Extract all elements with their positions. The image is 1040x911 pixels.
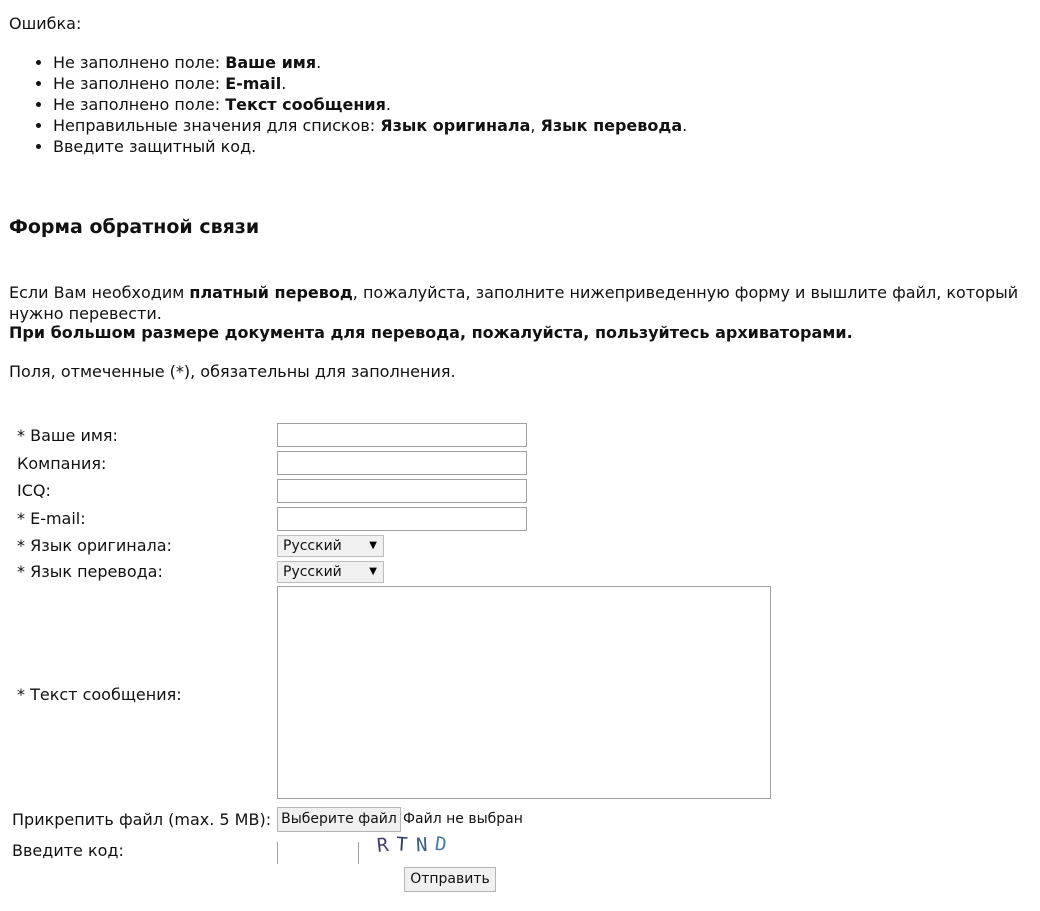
error-title: Ошибка:: [9, 14, 82, 33]
intro-bold-paid: платный перевод: [189, 283, 353, 302]
intro-text-before: Если Вам необходим: [9, 283, 190, 302]
error-item-field: Язык оригинала: [380, 116, 531, 135]
source-lang-label: * Язык оригинала:: [17, 536, 172, 555]
captcha-label: Введите код:: [12, 841, 124, 860]
submit-button[interactable]: Отправить: [404, 867, 496, 892]
attach-label: Прикрепить файл (max. 5 MB):: [12, 810, 272, 829]
form-title: Форма обратной связи: [9, 216, 260, 238]
captcha-input[interactable]: [277, 842, 359, 864]
target-lang-select[interactable]: [277, 561, 384, 583]
required-note: Поля, отмеченные (*), обязательны для заполнения.: [9, 362, 456, 381]
error-item-field: Язык перевода: [540, 116, 683, 135]
error-item-separator: ,: [530, 116, 541, 135]
error-item-field: Текст сообщения: [225, 95, 386, 114]
error-item-suffix: .: [385, 95, 391, 114]
intro-text: [9, 282, 1037, 324]
chevron-down-icon: ▼: [369, 566, 377, 577]
target-lang-value: Русский: [283, 564, 342, 580]
source-lang-value: Русский: [283, 538, 342, 554]
source-lang-select[interactable]: [277, 535, 384, 557]
message-textarea[interactable]: [277, 586, 771, 799]
message-label: * Текст сообщения:: [17, 685, 182, 704]
name-input[interactable]: [277, 423, 527, 447]
captcha-char: N: [415, 833, 436, 857]
error-item-text: Не заполнено поле:: [53, 95, 226, 114]
error-item-suffix: .: [682, 116, 688, 135]
archive-note: При большом размере документа для перевода, пожалуйста, пользуйтесь архиваторами.: [9, 323, 853, 342]
name-label: * Ваше имя:: [17, 426, 118, 445]
error-item-suffix: .: [281, 74, 287, 93]
error-item: [53, 73, 687, 94]
error-item-text: Неправильные значения для списков:: [53, 116, 381, 135]
captcha-char: R: [375, 833, 398, 857]
chevron-down-icon: ▼: [369, 540, 377, 551]
error-item: [53, 136, 687, 157]
error-item-suffix: .: [316, 53, 322, 72]
intro-text-after: , пожалуйста, заполните нижеприведенную форму и вышлите файл, который нужно перевести.: [9, 283, 1019, 323]
error-item-field: Ваше имя: [225, 53, 317, 72]
icq-label: ICQ:: [17, 481, 51, 500]
error-item-text: Введите защитный код.: [53, 137, 257, 156]
error-item-field: E-mail: [225, 74, 282, 93]
choose-file-button[interactable]: Выберите файл: [277, 807, 401, 832]
icq-input[interactable]: [277, 479, 527, 503]
target-lang-label: * Язык перевода:: [17, 562, 163, 581]
error-item: [53, 94, 687, 115]
captcha-image: [377, 834, 455, 856]
captcha-char: T: [395, 833, 417, 857]
email-label: * E-mail:: [17, 509, 86, 528]
error-item: [53, 115, 687, 136]
company-label: Компания:: [17, 454, 107, 473]
error-item: [53, 52, 687, 73]
email-input[interactable]: [277, 507, 527, 531]
file-status: Файл не выбран: [403, 811, 523, 827]
error-item-text: Не заполнено поле:: [53, 53, 226, 72]
error-list: [0, 52, 687, 157]
error-item-text: Не заполнено поле:: [53, 74, 226, 93]
captcha-char: D: [433, 832, 457, 858]
company-input[interactable]: [277, 451, 527, 475]
